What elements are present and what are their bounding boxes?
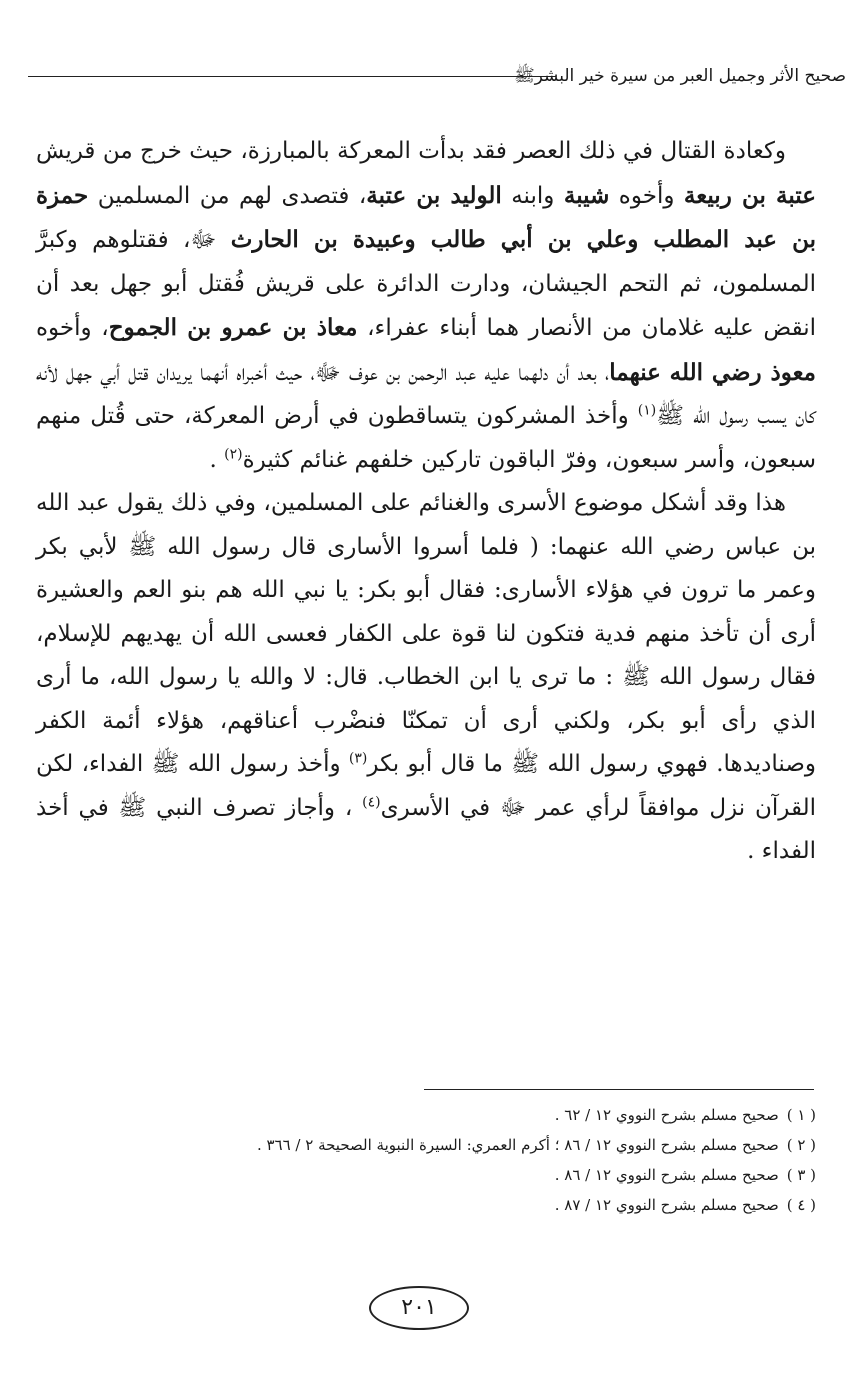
header-rule [28,76,556,77]
footnote-reference: (٢) [224,445,243,462]
footnote-text: صحيح مسلم بشرح النووي ١٢ / ٦٢ . [554,1106,779,1124]
emphasized-name: عتبة بن ربيعة [683,181,816,209]
footnote-separator [424,1089,814,1090]
footnote-number: ( ٣ ) [786,1166,816,1184]
text-run: ﷻ، فقتلوهم وكبرَّ المسلمون، ثم التحم الجيشان، ودارت الدائرة على قريش فُقتل أبو جهل بعد أن انقض عليه غلامان من الأنصار هما أبناء عفراء، [36,227,816,341]
emphasized-name: معوذ رضي الله عنهما [609,358,816,386]
footnote-number: ( ٤ ) [786,1196,816,1214]
running-header [28,62,846,94]
text-run: هذا وقد أشكل موضوع الأسرى والغنائم على المسلمين، وفي ذلك يقول عبد الله بن عباس رضي الله عنهما: ( فلما أسروا الأسارى قال رسول الله ﷺ لأبي بكر وعمر ما ترون في هؤلاء الأسارى: فقال أبو بكر: يا نبي الله هم بنو العم والعشيرة أرى أن تأخذ منهم فدية فتكون لنا قوة على الكفار فعسى الله أن يهديهم للإسلام، فقال رسول الله ﷺ : ما ترى يا ابن الخطاب. قال: لا والله يا رسول الله، ما أرى الذي رأى أبو بكر، ولكني أرى أن تمكنّا فنضْرب أعناقهم، هؤلاء أئمة الكفر وصناديدها. فهوي رسول الله ﷺ ما قال أبو بكر [36,490,816,777]
text-run: وأخوه [609,182,684,209]
emphasized-name: شيبة [563,181,610,209]
footnote-reference: (١) [637,402,657,419]
paragraph [36,130,816,482]
text-run: وكعادة القتال في ذلك العصر فقد بدأت المعركة بالمبارزة، حيث خرج من قريش [36,138,786,164]
footnote-number: ( ٢ ) [786,1136,816,1154]
text-run: . [209,446,225,473]
text-run: وأخذ المشركون يتساقطون في أرض المعركة، حتى قُتل منهم سبعون، وأسر سبعون، وفرّ الباقون تاركين خلفهم غنائم كثيرة [36,403,816,473]
text-run: وابنه [501,182,564,209]
emphasized-name: الوليد بن عتبة [366,181,502,209]
main-text [36,130,816,1010]
footnotes [60,1100,816,1220]
footnote-text: صحيح مسلم بشرح النووي ١٢ / ٨٧ . [554,1196,779,1214]
emphasized-name: حمزة بن عبد المطلب وعلي بن أبي طالب وعبيدة بن الحارث [36,181,817,253]
text-run: ، وأخوه [36,315,109,341]
footnote [60,1100,816,1130]
footnote-text: صحيح مسلم بشرح النووي ١٢ / ٨٦ ؛ أكرم العمري: السيرة النبوية الصحيحة ٢ / ٣٦٦ . [256,1136,779,1154]
emphasized-name: معاذ بن عمرو بن الجموح [108,314,358,341]
footnote [60,1160,816,1190]
text-run: ، بعد أن دلهما عليه عبد الرحمن بن عوف ﷻ، حيث أخبراه أنهما يريدان قتل أبي جهل لأنه كان يسب رسول الله ﷺ [36,359,816,429]
text-run: ، وأجاز تصرف النبي ﷺ في أخذ الفداء . [36,794,816,864]
text-run: ، فتصدى لهم من المسلمين [88,182,367,209]
footnote [60,1190,816,1220]
header-title: صحيح الأثر وجميل العبر من سيرة خير البشرﷺ [514,66,846,86]
page-number: ٢٠١ [369,1286,469,1330]
text-run: وأخذ رسول الله ﷺ الفداء، لكن القرآن نزل موافقاً لرأي عمر ﷻ في الأسرى [36,751,816,821]
footnote-reference: (٣) [348,750,368,767]
footnote-reference: (٤) [362,793,381,810]
paragraph [36,482,816,874]
footnote-text: صحيح مسلم بشرح النووي ١٢ / ٨٦ . [554,1166,779,1184]
footnote [60,1130,816,1160]
footnote-number: ( ١ ) [786,1106,816,1124]
